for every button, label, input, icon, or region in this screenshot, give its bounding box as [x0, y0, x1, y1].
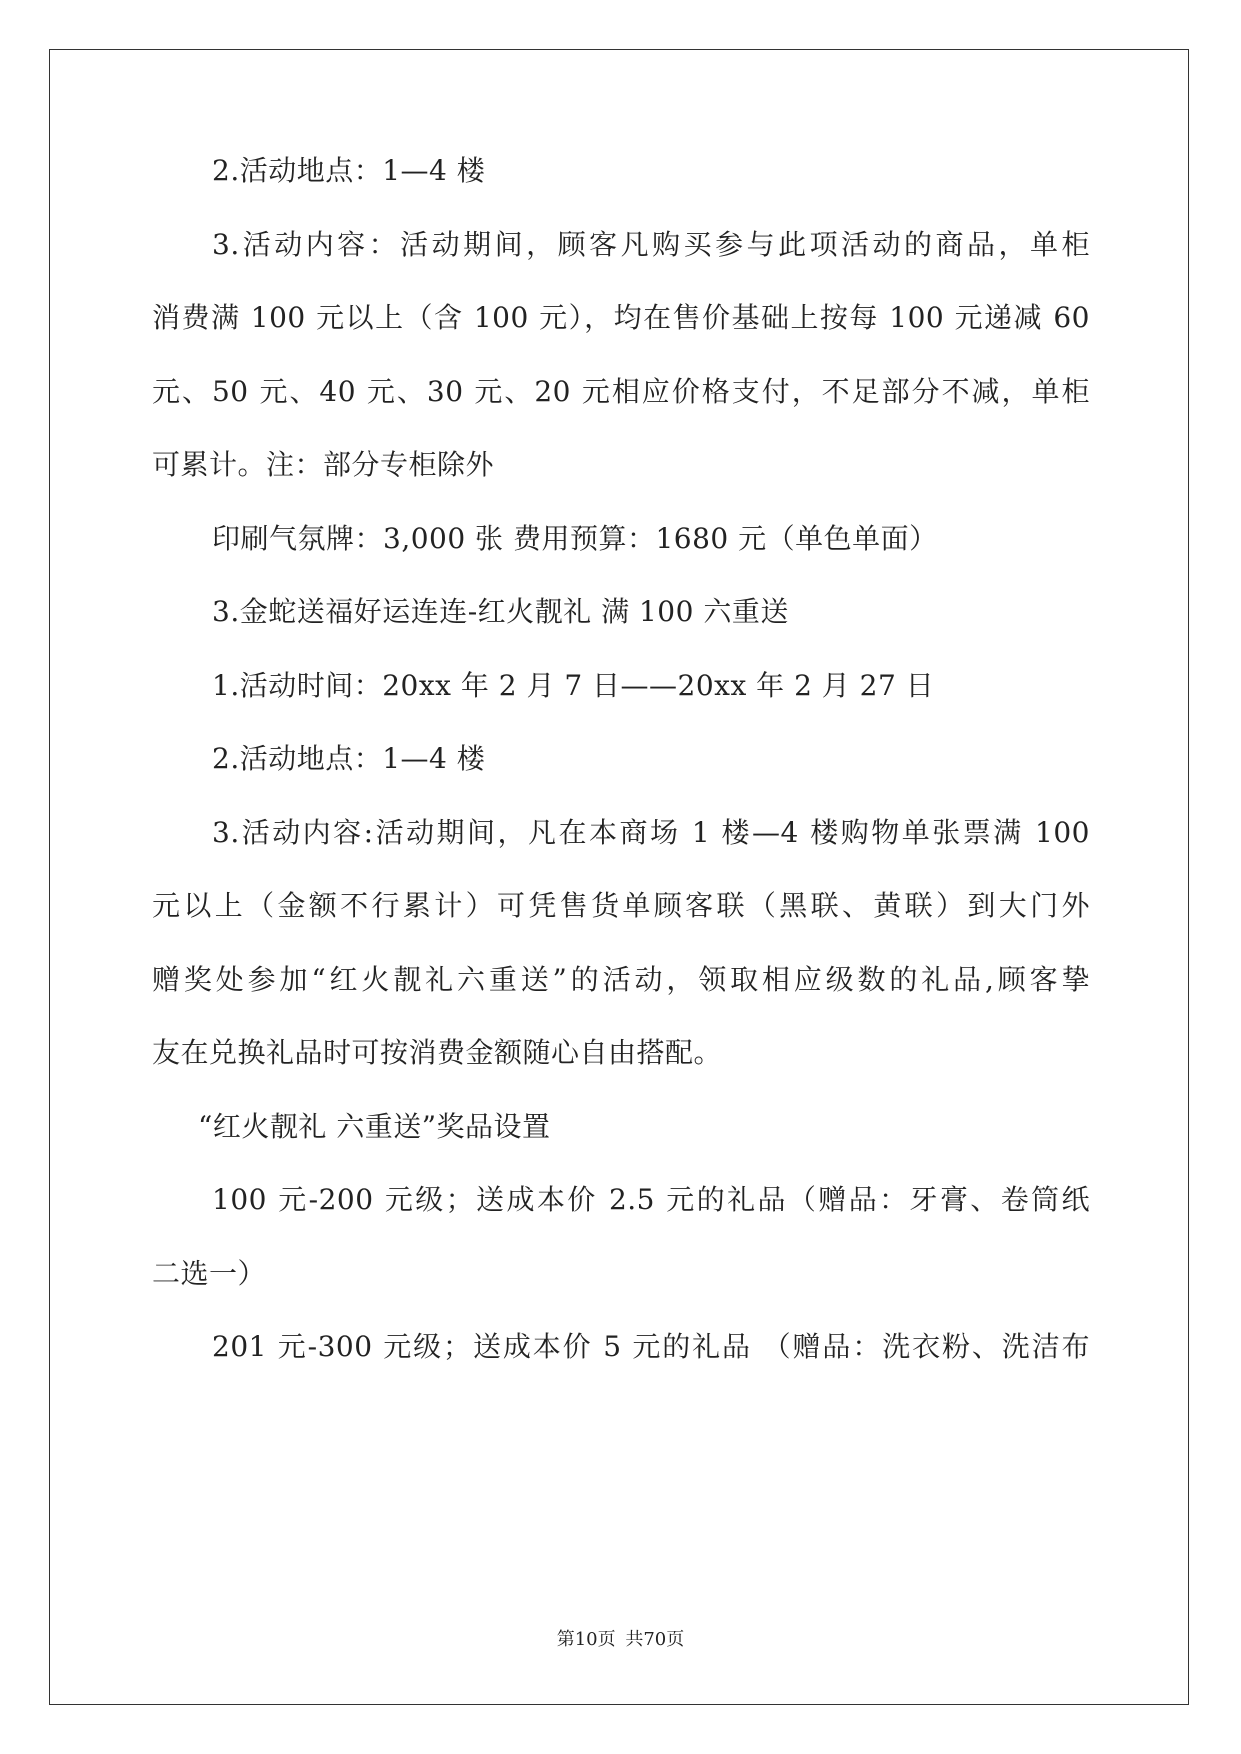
text-line: 2.活动地点：1—4 楼 [212, 742, 486, 775]
text-line: 消费满 100 元以上（含 100 元），均在售价基础上按每 100 元递减 60 [152, 301, 1090, 334]
text-line: 元、50 元、40 元、30 元、20 元相应价格支付，不足部分不减，单柜 [152, 375, 1090, 408]
text-line: 2.活动地点：1—4 楼 [212, 154, 486, 187]
text-line: 3.活动内容：活动期间，顾客凡购买参与此项活动的商品，单柜 [212, 228, 1090, 261]
text-line: 3.金蛇送福好运连连-红火靓礼 满 100 六重送 [212, 595, 789, 628]
text-line: 印刷气氛牌：3,000 张 费用预算：1680 元（单色单面） [212, 522, 938, 555]
text-line: 赠奖处参加“红火靓礼六重送”的活动，领取相应级数的礼品,顾客挚 [152, 963, 1090, 996]
text-line: 可累计。注：部分专柜除外 [152, 448, 495, 481]
page-number: 第10页 [556, 1629, 616, 1650]
page-total: 共70页 [625, 1629, 685, 1650]
text-line: 1.活动时间：20xx 年 2 月 7 日——20xx 年 2 月 27 日 [212, 669, 935, 702]
page-footer [0, 1628, 1241, 1652]
text-line: 友在兑换礼品时可按消费金额随心自由搭配。 [152, 1036, 723, 1069]
text-line: 100 元-200 元级；送成本价 2.5 元的礼品（赠品：牙膏、卷筒纸 [212, 1183, 1090, 1216]
section-heading: “红火靓礼 六重送”奖品设置 [198, 1110, 551, 1143]
text-line: 二选一） [152, 1257, 267, 1290]
text-line: 元以上（金额不行累计）可凭售货单顾客联（黑联、黄联）到大门外 [152, 889, 1090, 922]
text-line: 3.活动内容:活动期间，凡在本商场 1 楼—4 楼购物单张票满 100 [212, 816, 1090, 849]
text-line: 201 元-300 元级；送成本价 5 元的礼品 （赠品：洗衣粉、洗洁布 [212, 1330, 1090, 1363]
